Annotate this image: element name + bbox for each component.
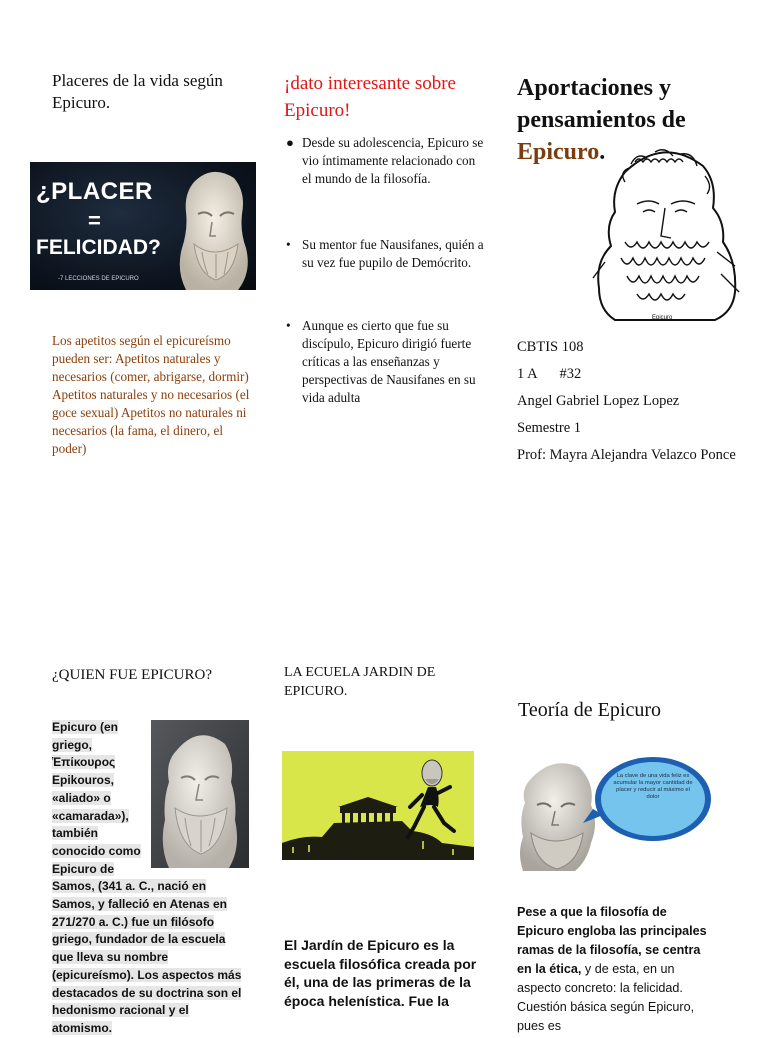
banner-line-1: ¿PLACER <box>36 178 153 205</box>
quien-fue-title: ¿QUIEN FUE EPICURO? <box>52 667 212 683</box>
title-period: . <box>599 139 606 165</box>
epicurus-speech-bubble-image <box>517 753 713 871</box>
placer-felicidad-banner <box>30 162 256 290</box>
bullet-icon: ● <box>286 135 294 150</box>
appetites-paragraph: Los apetitos según el epicureísmo pueden ser: Apetitos naturales y necesarios (comer, abrigarse, dormir) Apetitos naturales y no necesarios (el goce sexual) Apetitos no naturales ni necesarios (la fama, el dinero, el poder) <box>52 333 250 456</box>
placeres-title: Placeres de la vida según Epicuro. <box>52 71 223 112</box>
fact-list-item <box>284 317 484 407</box>
school-name: CBTIS 108 <box>517 339 584 355</box>
title-highlight: Epicuro <box>517 139 600 165</box>
group-number <box>517 365 747 384</box>
banner-footer: -7 LECCIONES DE EPICURO <box>58 276 139 282</box>
list-number: #32 <box>559 366 582 382</box>
fact-text: Aunque es cierto que fue su discípulo, Epicuro dirigió fuerte críticas a las enseñanzas y perspectivas de Nausifanes en su vida adulta <box>302 318 476 405</box>
fact-text: Desde su adolescencia, Epicuro se vio íntimamente relacionado con el mundo de la filosofía. <box>302 135 484 186</box>
bullet-icon: • <box>286 318 291 333</box>
escuela-jardin-title: LA ECUELA JARDIN DE EPICURO. <box>284 665 436 699</box>
fact-list-item <box>284 134 484 188</box>
group: 1 A <box>517 366 538 382</box>
title-part: Aportaciones y pensamientos de <box>517 75 686 133</box>
epicurus-sketch-image <box>585 142 743 322</box>
bullet-icon: • <box>286 237 291 252</box>
teoria-rest-text: y de esta, en un aspecto concreto: la felicidad. Cuestión básica según Epicuro, pues es <box>517 962 695 1033</box>
biography-text: Epicuro (en griego, Ἐπίκουρος Epikouros, «aliado» o «camarada»), también conocido como Epicuro de Samos, (341 a. C., nació en Samos, y falleció en Atenas en 271/270 a. C.) fue un filósofo griego, fundador de la escuela que lleva su nombre (epicureísmo). Los aspectos más destacados de su doctrina son el hedonismo racional y el atomismo. <box>52 720 242 1035</box>
speech-bubble-text: La clave de una vida feliz es acumular la mayor cantidad de placer y reducir al máximo el dolor <box>613 773 693 800</box>
teacher-name: Prof: Mayra Alejandra Velazco Ponce <box>517 447 736 463</box>
teoria-title: Teoría de Epicuro <box>518 699 661 721</box>
fact-list-item <box>284 236 484 272</box>
teoria-bold-text: Pese a que la filosofía de Epicuro engloba las principales ramas de la filosofía, se centra en la ética, <box>517 905 707 976</box>
teoria-paragraph <box>517 903 717 1036</box>
jardin-description: El Jardín de Epicuro es la escuela filosófica creada por él, una de las primeras de la época helenística. Fue la <box>284 937 477 1009</box>
banner-line-3: FELICIDAD? <box>36 236 161 259</box>
biography-paragraph <box>52 719 250 1035</box>
acropolis-runner-image <box>282 751 474 860</box>
theory-illustration <box>517 753 713 871</box>
sketch-caption: Epicuro <box>652 315 673 321</box>
epicurus-bust-image <box>172 162 254 290</box>
student-name: Angel Gabriel Lopez Lopez <box>517 393 680 409</box>
fact-text: Su mentor fue Nausifanes, quién a su vez fue pupilo de Demócrito. <box>302 237 484 270</box>
garden-illustration <box>282 751 474 860</box>
semester: Semestre 1 <box>517 420 582 436</box>
dato-interesante-title: ¡dato interesante sobre Epicuro! <box>284 73 456 121</box>
banner-line-2: = <box>88 208 101 233</box>
